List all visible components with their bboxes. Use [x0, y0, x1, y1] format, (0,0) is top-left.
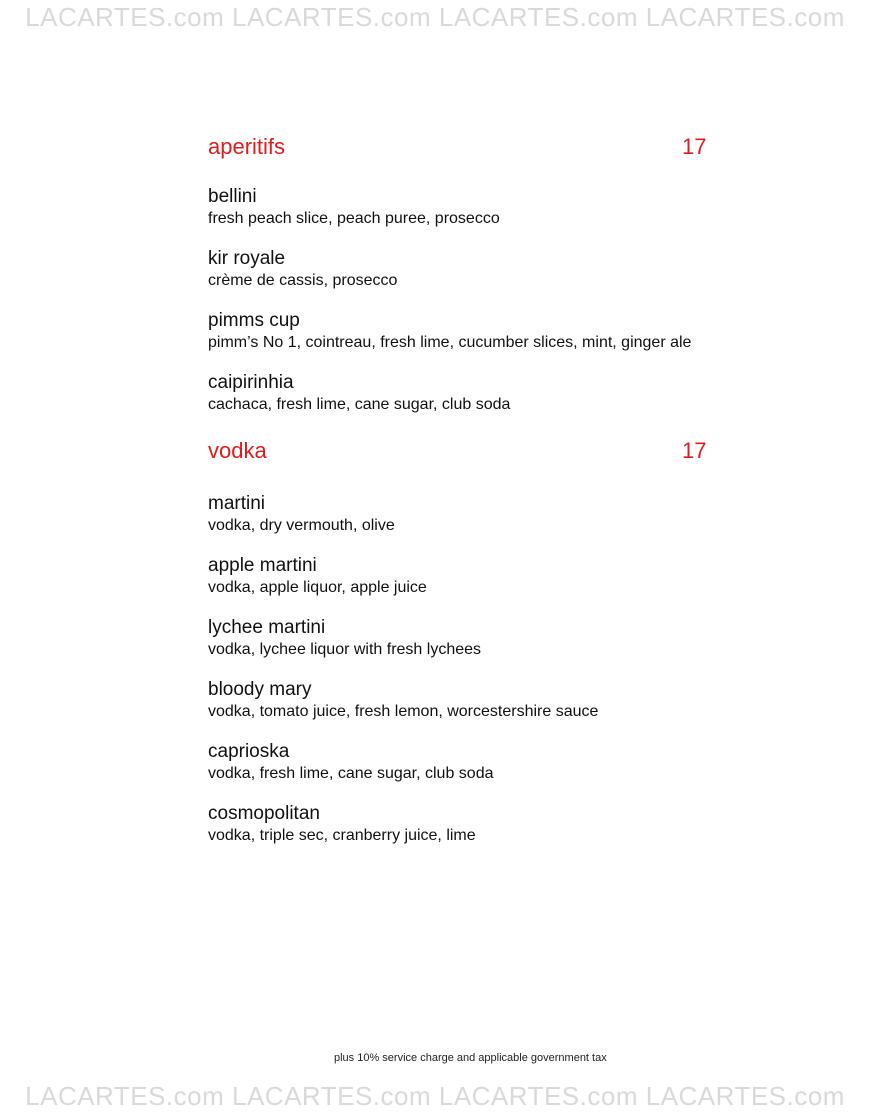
item-description: cachaca, fresh lime, cane sugar, club soda: [208, 396, 511, 413]
item-name: caipirinhia: [208, 372, 294, 393]
item-name: apple martini: [208, 555, 317, 576]
menu-item: [208, 310, 768, 353]
item-description: fresh peach slice, peach puree, prosecco: [208, 210, 500, 227]
section-aperitifs: [208, 130, 768, 415]
item-description: vodka, tomato juice, fresh lemon, worcestershire sauce: [208, 703, 599, 720]
menu-item: [208, 803, 768, 846]
watermark-top: LACARTES.com LACARTES.com LACARTES.com LACARTES.com: [25, 2, 845, 32]
menu-item: [208, 741, 768, 784]
menu-item: [208, 248, 768, 291]
item-description: vodka, lychee liquor with fresh lychees: [208, 641, 482, 658]
item-description: vodka, triple sec, cranberry juice, lime: [208, 827, 476, 844]
item-description: crème de cassis, prosecco: [208, 272, 398, 289]
menu-item: [208, 679, 768, 722]
item-description: vodka, apple liquor, apple juice: [208, 579, 427, 596]
item-name: bloody mary: [208, 679, 312, 700]
item-name: pimms cup: [208, 310, 300, 331]
menu-item: [208, 555, 768, 598]
item-name: martini: [208, 493, 266, 514]
item-name: cosmopolitan: [208, 803, 320, 824]
item-description: vodka, fresh lime, cane sugar, club soda: [208, 765, 494, 782]
section-vodka: [208, 434, 768, 846]
service-charge-note: plus 10% service charge and applicable government tax: [334, 1052, 607, 1064]
item-name: lychee martini: [208, 617, 326, 638]
menu-item: [208, 617, 768, 660]
menu-item: [208, 186, 768, 229]
item-description: pimm’s No 1, cointreau, fresh lime, cucumber slices, mint, ginger ale: [208, 334, 692, 351]
section-price: 17: [682, 438, 707, 463]
section-price: 17: [682, 134, 707, 159]
section-header: [208, 130, 768, 166]
item-list: [208, 186, 768, 415]
section-title: aperitifs: [208, 134, 286, 159]
item-name: kir royale: [208, 248, 286, 269]
item-list: [208, 493, 768, 846]
menu-item: [208, 372, 768, 415]
item-name: bellini: [208, 186, 257, 207]
item-description: vodka, dry vermouth, olive: [208, 517, 395, 534]
section-title: vodka: [208, 438, 267, 463]
menu-item: [208, 493, 768, 536]
item-name: caprioska: [208, 741, 290, 762]
menu-page: [208, 130, 768, 865]
section-header: [208, 434, 768, 470]
watermark-bottom: LACARTES.com LACARTES.com LACARTES.com LACARTES.com: [25, 1081, 845, 1111]
